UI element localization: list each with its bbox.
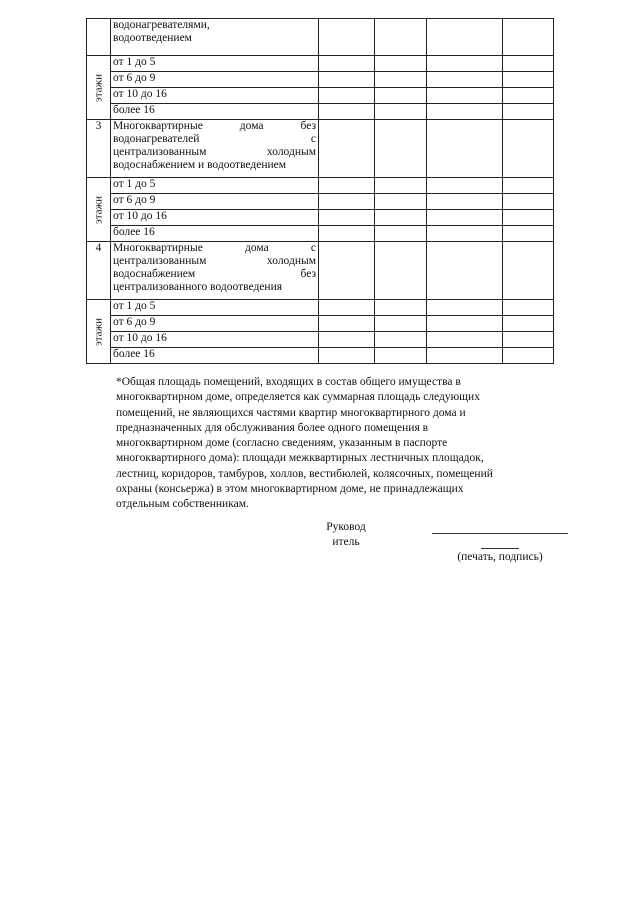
description-cell — [111, 19, 319, 56]
floor-range-cell: от 6 до 9 — [111, 316, 319, 332]
description-line: водонагревателей с — [113, 133, 316, 145]
floors-label: этажи — [92, 195, 104, 224]
floor-range-cell: от 10 до 16 — [111, 210, 319, 226]
description-line: централизованного водоотведения — [113, 281, 283, 293]
floor-range-cell: более 16 — [111, 104, 319, 120]
description-cell — [111, 120, 319, 178]
table-row — [87, 300, 554, 316]
table-row — [87, 72, 554, 88]
floor-range-cell: более 16 — [111, 226, 319, 242]
description-line: водоснабжением и водоотведением — [113, 159, 287, 171]
description-line: водоснабжением без — [113, 268, 316, 280]
table-row — [87, 226, 554, 242]
table-row — [87, 194, 554, 210]
description-cell — [111, 242, 319, 300]
description-line: Многоквартирные дома без — [113, 120, 316, 132]
floor-range-cell: от 10 до 16 — [111, 88, 319, 104]
number-cell — [87, 19, 111, 56]
description-line: водонагревателями, — [113, 19, 210, 31]
table-row — [87, 104, 554, 120]
table-row — [87, 348, 554, 364]
data-table — [86, 18, 554, 364]
number-cell: 4 — [87, 242, 111, 300]
table-row — [87, 332, 554, 348]
description-line: водоотведением — [113, 32, 192, 44]
signature-caption: (печать, подпись) — [457, 551, 543, 563]
table-row — [87, 19, 554, 56]
floors-label: этажи — [92, 317, 104, 346]
table-row — [87, 316, 554, 332]
floor-range-cell: от 1 до 5 — [111, 56, 319, 72]
signature-line — [432, 533, 568, 534]
table-row — [87, 178, 554, 194]
signature-label: Руковод итель — [326, 521, 366, 548]
description-line: Многоквартирные дома с — [113, 242, 316, 254]
number-cell: 3 — [87, 120, 111, 178]
signature-line-short — [481, 548, 519, 549]
floors-label-cell — [87, 178, 111, 242]
table-row — [87, 120, 554, 178]
floor-range-cell: от 6 до 9 — [111, 72, 319, 88]
footnote-text: *Общая площадь помещений, входящих в состав общего имущества в многоквартирном доме, определяется как суммарная площадь следующих помещений, не являющихся частями квартир многоквартирного дома и предназначенных для обслуживания более одного помещения в многоквартирном доме (согласно сведениям, указанным в паспорте многоквартирного дома): площади межквартирных лестничных площадок, лестниц, коридоров, тамбуров, холлов, вестибюлей, колясочных, помещений охраны (консьержа) в этом многоквартирном доме, не принадлежащих отдельным собственникам. — [116, 376, 493, 511]
floor-range-cell: более 16 — [111, 348, 319, 364]
floor-range-cell: от 1 до 5 — [111, 300, 319, 316]
floor-range-cell: от 1 до 5 — [111, 178, 319, 194]
description-line: централизованным холодным — [113, 146, 316, 158]
floor-range-cell: от 10 до 16 — [111, 332, 319, 348]
floors-label-cell — [87, 56, 111, 120]
table-row — [87, 210, 554, 226]
floor-range-cell: от 6 до 9 — [111, 194, 319, 210]
floors-label-cell — [87, 300, 111, 364]
table-row — [87, 56, 554, 72]
table-row — [87, 242, 554, 300]
description-line: централизованным холодным — [113, 255, 316, 267]
table-row — [87, 88, 554, 104]
floors-label: этажи — [92, 73, 104, 102]
